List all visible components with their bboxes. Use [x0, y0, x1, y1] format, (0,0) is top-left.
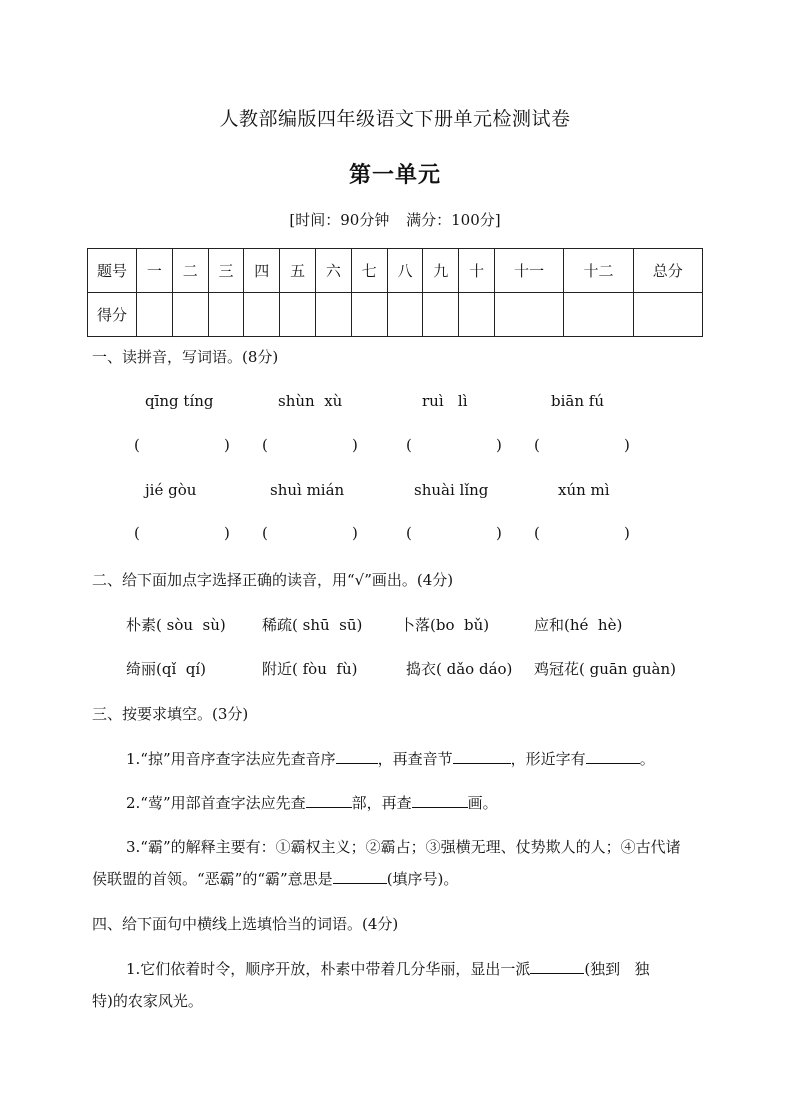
score-cell[interactable] — [280, 293, 316, 337]
q3-1-text: ，再查音节 — [377, 750, 453, 768]
score-cell[interactable] — [459, 293, 495, 337]
header-cell: 二 — [172, 249, 208, 293]
answer-paren-close: ) — [224, 524, 230, 542]
header-cell: 八 — [387, 249, 423, 293]
answer-paren-close: ) — [496, 524, 502, 542]
score-cell[interactable] — [315, 293, 351, 337]
q3-2-text: 2.“莺”用部首查字法应先查 — [126, 794, 306, 812]
answer-paren-close: ) — [496, 436, 502, 454]
score-cell[interactable] — [244, 293, 280, 337]
fill-blank[interactable] — [336, 749, 378, 764]
score-cell[interactable] — [423, 293, 459, 337]
header-cell: 一 — [137, 249, 173, 293]
pinyin-item: jié gòu — [145, 481, 197, 499]
q3-3-text: 侯联盟的首领。“恶霸”的“霸”意思是 — [92, 870, 333, 888]
q3-1-text: 1.“掠”用音序查字法应先查音序 — [126, 750, 336, 768]
q3-2-text: 画。 — [467, 794, 498, 812]
choice-item: 绮丽(qǐ qí) — [126, 660, 207, 678]
pinyin-item: biān fú — [551, 392, 604, 410]
choice-item: 卜落(bo bǔ) — [400, 616, 490, 634]
header-cell: 六 — [315, 249, 351, 293]
header-cell: 十 — [459, 249, 495, 293]
choice-item: 朴素( sòu sù) — [126, 616, 226, 634]
choice-item: 应和(hé hè) — [534, 616, 623, 634]
question3-1 — [126, 748, 655, 769]
answer-paren-open: ( — [406, 524, 412, 542]
score-cell[interactable] — [137, 293, 173, 337]
answer-paren-open: ( — [262, 524, 268, 542]
q4-1-text: 1.它们依着时令，顺序开放，朴素中带着几分华丽，显出一派 — [126, 960, 531, 978]
unit-title: 第一单元 — [348, 162, 441, 188]
header-cell: 总分 — [633, 249, 702, 293]
header-cell: 十二 — [564, 249, 633, 293]
header-cell: 十一 — [494, 249, 563, 293]
answer-paren-close: ) — [624, 436, 630, 454]
answer-paren-open: ( — [262, 436, 268, 454]
header-cell: 四 — [244, 249, 280, 293]
answer-paren-open: ( — [534, 436, 540, 454]
choice-item: 鸡冠花( guān guàn) — [534, 660, 676, 678]
score-table — [87, 248, 703, 337]
header-cell: 九 — [423, 249, 459, 293]
score-cell[interactable] — [351, 293, 387, 337]
score-cell[interactable] — [172, 293, 208, 337]
pinyin-item: shuì mián — [270, 481, 345, 499]
fill-blank[interactable] — [412, 793, 468, 808]
pinyin-item: qīng tíng — [145, 392, 214, 410]
question3-2 — [126, 792, 498, 813]
answer-paren-open: ( — [534, 524, 540, 542]
q4-1-text: (独到 独 — [584, 960, 650, 978]
score-cell[interactable] — [633, 293, 702, 337]
fill-blank[interactable] — [333, 869, 387, 884]
q3-1-text: ，形近字有 — [510, 750, 586, 768]
exam-title: 人教部编版四年级语文下册单元检测试卷 — [219, 108, 571, 130]
score-cell[interactable] — [564, 293, 633, 337]
header-cell: 三 — [208, 249, 244, 293]
answer-paren-close: ) — [624, 524, 630, 542]
score-cell[interactable] — [387, 293, 423, 337]
pinyin-item: ruì lì — [422, 392, 468, 410]
full-score: 满分：100分] — [406, 211, 501, 229]
q3-1-text: 。 — [639, 750, 655, 768]
choice-item: 附近( fòu fù) — [262, 660, 358, 678]
answer-paren-close: ) — [224, 436, 230, 454]
fill-blank[interactable] — [306, 793, 352, 808]
score-row-label: 得分 — [88, 293, 137, 337]
answer-paren-open: ( — [406, 436, 412, 454]
question4-1-line2: 特)的农家风光。 — [92, 992, 203, 1010]
header-cell: 七 — [351, 249, 387, 293]
section2-heading: 二、给下面加点字选择正确的读音，用“√”画出。(4分) — [92, 571, 454, 589]
choice-item: 稀疏( shū sū) — [262, 616, 363, 634]
pinyin-item: shuài lǐng — [414, 481, 489, 499]
fill-blank[interactable] — [586, 749, 640, 764]
header-cell: 五 — [280, 249, 316, 293]
pinyin-item: shùn xù — [278, 392, 343, 410]
section3-heading: 三、按要求填空。(3分) — [92, 705, 249, 723]
pinyin-item: xún mì — [558, 481, 610, 499]
answer-paren-open: ( — [134, 524, 140, 542]
question4-1-line1 — [126, 958, 650, 979]
fill-blank[interactable] — [530, 959, 584, 974]
section1-heading: 一、读拼音，写词语。(8分) — [92, 348, 279, 366]
q3-3-text: (填序号)。 — [386, 870, 459, 888]
answer-paren-open: ( — [134, 436, 140, 454]
answer-paren-close: ) — [352, 524, 358, 542]
time-info — [0, 209, 790, 230]
answer-paren-close: ) — [352, 436, 358, 454]
header-cell: 题号 — [88, 249, 137, 293]
choice-item: 捣衣( dǎo dáo) — [406, 660, 513, 678]
fill-blank[interactable] — [453, 749, 511, 764]
q3-2-text: 部，再查 — [351, 794, 412, 812]
score-cell[interactable] — [208, 293, 244, 337]
score-cell[interactable] — [494, 293, 563, 337]
time-limit: [时间：90分钟 — [289, 211, 390, 229]
question3-3-line1: 3.“霸”的解释主要有：①霸权主义；②霸占；③强横无理、仗势欺人的人；④古代诸 — [126, 838, 681, 856]
question3-3-line2 — [92, 868, 458, 889]
section4-heading: 四、给下面句中横线上选填恰当的词语。(4分) — [92, 915, 399, 933]
score-table-score-row — [88, 293, 703, 337]
score-table-header-row — [88, 249, 703, 293]
